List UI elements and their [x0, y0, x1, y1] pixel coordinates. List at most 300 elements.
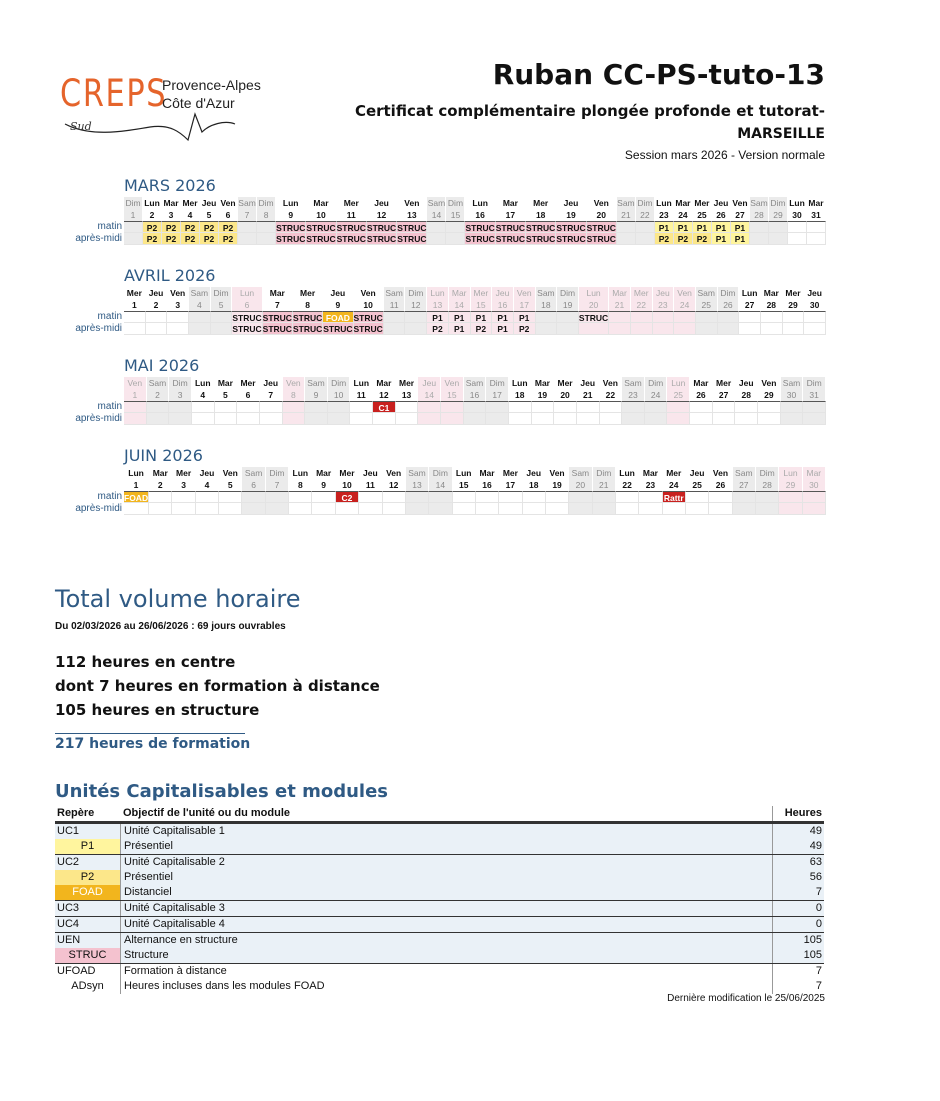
- morning-slot: [476, 491, 499, 503]
- day-number: 19: [532, 389, 555, 401]
- uc-repere: UC4: [57, 918, 80, 930]
- day-number: 3: [162, 209, 181, 221]
- day-number: 9: [305, 389, 328, 401]
- day-name: Sam: [147, 377, 170, 389]
- day-number: 1: [124, 479, 149, 491]
- afternoon-slot: [609, 323, 631, 335]
- uc-heures: 7: [772, 885, 824, 900]
- afternoon-slot: [238, 233, 257, 245]
- day-name: Dim: [328, 377, 351, 389]
- day-number: 30: [804, 299, 826, 311]
- day-number: 16: [492, 299, 514, 311]
- afternoon-slot: STRUC: [292, 324, 323, 334]
- afternoon-slot: [616, 503, 639, 515]
- row-label-matin: matin: [97, 491, 122, 502]
- afternoon-slot: [146, 323, 168, 335]
- morning-slot: STRUC: [526, 223, 556, 233]
- day-name: Lun: [779, 467, 802, 479]
- morning-slot: [557, 311, 579, 323]
- day-number: 27: [713, 389, 736, 401]
- morning-slot: [593, 491, 616, 503]
- day-name: Lun: [232, 287, 262, 299]
- day-number: 30: [803, 479, 826, 491]
- day-name: Mer: [526, 197, 556, 209]
- uc-objectif: Distanciel: [120, 885, 772, 900]
- uc-heures: 7: [772, 964, 824, 979]
- afternoon-slot: [147, 413, 170, 425]
- morning-slot: [807, 221, 826, 233]
- day-name: Ven: [397, 197, 427, 209]
- afternoon-slot: [532, 413, 555, 425]
- morning-slot: [266, 491, 289, 503]
- morning-slot: P1: [693, 221, 712, 233]
- morning-slot: [636, 221, 655, 233]
- day-number: 17: [496, 209, 526, 221]
- day-name: Jeu: [804, 287, 826, 299]
- afternoon-slot: [761, 323, 783, 335]
- uc-repere: UC2: [57, 856, 80, 868]
- month-grid: [124, 287, 826, 335]
- afternoon-slot: [149, 503, 172, 515]
- afternoon-slot: STRUC: [526, 234, 556, 244]
- creps-logo: [60, 72, 270, 142]
- day-number: 9: [276, 209, 306, 221]
- afternoon-slot: [427, 233, 446, 245]
- day-number: 28: [761, 299, 783, 311]
- day-name: Sam: [750, 198, 768, 208]
- day-name: Jeu: [556, 197, 586, 209]
- day-number: 25: [696, 299, 718, 311]
- day-name: Jeu: [686, 467, 709, 479]
- day-name: Sam: [242, 467, 265, 479]
- uc-table-row: [55, 979, 824, 994]
- uc-table-row: [55, 823, 824, 839]
- uc-table-header: [55, 806, 824, 823]
- day-number: 28: [735, 389, 758, 401]
- morning-slot: P2: [219, 221, 238, 233]
- afternoon-slot: [769, 233, 788, 245]
- day-name: Jeu: [367, 197, 397, 209]
- day-name: Ven: [758, 377, 781, 389]
- morning-slot: [631, 311, 653, 323]
- morning-slot: [167, 311, 189, 323]
- morning-slot: [718, 311, 740, 323]
- afternoon-slot: [523, 503, 546, 515]
- uc-heures: 105: [772, 948, 824, 963]
- uc-header-objectif: Objectif de l'unité ou du module: [123, 807, 291, 819]
- morning-slot: STRUC: [465, 223, 495, 233]
- uc-objectif: Unité Capitalisable 1: [120, 824, 772, 839]
- morning-slot: [733, 491, 756, 503]
- morning-slot: [383, 491, 406, 503]
- morning-slot: [554, 401, 577, 413]
- afternoon-slot: [804, 323, 826, 335]
- day-name: Sam: [617, 198, 635, 208]
- day-name: Dim: [756, 467, 779, 479]
- day-name: Lun: [655, 197, 674, 209]
- day-name: Mar: [674, 197, 693, 209]
- day-name: Mer: [237, 377, 260, 389]
- uc-repere: UC3: [57, 902, 80, 914]
- uc-heures: 7: [772, 979, 824, 994]
- day-name: Ven: [219, 197, 238, 209]
- day-name: Ven: [354, 287, 384, 299]
- morning-slot: [667, 401, 690, 413]
- afternoon-slot: P2: [514, 323, 536, 335]
- morning-slot: [735, 401, 758, 413]
- day-name: Ven: [383, 467, 406, 479]
- morning-slot: [359, 491, 382, 503]
- morning-slot: [674, 311, 696, 323]
- afternoon-slot: [803, 413, 826, 425]
- day-name: Sam: [427, 198, 446, 208]
- afternoon-slot: [219, 503, 242, 515]
- morning-slot: [172, 491, 195, 503]
- day-number: 17: [486, 389, 509, 401]
- day-number: 22: [600, 389, 623, 401]
- afternoon-slot: [215, 413, 238, 425]
- day-name: Jeu: [523, 467, 546, 479]
- morning-slot: [384, 311, 406, 323]
- day-name: Ven: [709, 467, 732, 479]
- uc-heures: 56: [772, 870, 824, 885]
- day-number: 14: [429, 479, 452, 491]
- day-name: Jeu: [359, 467, 382, 479]
- morning-slot: STRUC: [556, 223, 586, 233]
- day-number: 21: [593, 479, 616, 491]
- day-name: Mar: [215, 377, 238, 389]
- day-number: 26: [690, 389, 713, 401]
- morning-slot: P1: [674, 221, 693, 233]
- day-name: Dim: [636, 197, 655, 209]
- afternoon-slot: [756, 503, 779, 515]
- uc-repere: [55, 839, 120, 854]
- day-number: 18: [536, 299, 558, 311]
- afternoon-slot: [446, 233, 465, 245]
- day-number: 1: [124, 209, 143, 221]
- afternoon-slot: [373, 413, 396, 425]
- morning-slot: P1: [449, 311, 471, 323]
- afternoon-slot: [283, 413, 306, 425]
- day-name: Jeu: [200, 197, 219, 209]
- day-number: 8: [293, 299, 323, 311]
- uc-repere: UFOAD: [57, 965, 96, 977]
- day-name: Lun: [616, 467, 639, 479]
- morning-slot: [758, 401, 781, 413]
- day-name: Dim: [803, 377, 826, 389]
- afternoon-slot: [593, 503, 616, 515]
- day-name: Dim: [593, 467, 616, 479]
- afternoon-slot: [636, 233, 655, 245]
- morning-slot: P1: [471, 311, 493, 323]
- afternoon-slot: STRUC: [397, 234, 427, 244]
- afternoon-slot: [328, 413, 351, 425]
- afternoon-slot: [577, 413, 600, 425]
- uc-objectif: Unité Capitalisable 3: [120, 901, 772, 916]
- afternoon-slot: P1: [731, 233, 750, 245]
- morning-slot: STRUC: [495, 223, 526, 233]
- uc-objectif: Formation à distance: [120, 964, 772, 979]
- day-name: Dim: [718, 287, 740, 299]
- morning-slot: [237, 401, 260, 413]
- uc-table-row: [55, 932, 824, 948]
- morning-slot: [803, 401, 826, 413]
- afternoon-slot: [167, 323, 189, 335]
- day-name: Mar: [496, 197, 526, 209]
- day-number: 5: [200, 209, 219, 221]
- morning-slot: [486, 401, 509, 413]
- morning-slot: [750, 221, 769, 233]
- day-name: Lun: [427, 287, 449, 299]
- uc-table: [55, 806, 824, 994]
- day-name: Mer: [396, 377, 419, 389]
- day-number: 25: [693, 209, 712, 221]
- day-name: Ven: [124, 377, 147, 389]
- month-grid: [124, 197, 826, 245]
- afternoon-slot: [406, 503, 429, 515]
- day-number: 20: [554, 389, 577, 401]
- afternoon-slot: [674, 323, 696, 335]
- day-name: Ven: [546, 467, 569, 479]
- afternoon-slot: [464, 413, 487, 425]
- day-number: 22: [631, 299, 653, 311]
- afternoon-slot: [803, 503, 826, 515]
- row-label-matin: matin: [97, 221, 122, 232]
- day-number: 8: [283, 389, 306, 401]
- day-number: 11: [359, 479, 382, 491]
- uc-table-row: [55, 963, 824, 979]
- day-number: 20: [587, 209, 617, 221]
- day-name: Lun: [192, 377, 215, 389]
- morning-slot: [192, 401, 215, 413]
- day-number: 5: [215, 389, 238, 401]
- uc-objectif: Unité Capitalisable 2: [120, 855, 772, 870]
- afternoon-slot: STRUC: [495, 234, 526, 244]
- afternoon-slot: [617, 233, 636, 245]
- day-number: 4: [189, 299, 211, 311]
- day-name: Ven: [283, 377, 306, 389]
- afternoon-slot: [396, 413, 419, 425]
- day-name: Mar: [639, 467, 662, 479]
- day-number: 21: [577, 389, 600, 401]
- day-number: 7: [266, 479, 289, 491]
- uc-repere: [55, 885, 120, 900]
- morning-slot: [788, 221, 807, 233]
- uc-heures: 105: [772, 933, 824, 948]
- day-number: 23: [622, 389, 645, 401]
- afternoon-slot: [196, 503, 219, 515]
- afternoon-slot: [289, 503, 312, 515]
- day-number: 3: [167, 299, 189, 311]
- day-number: 26: [718, 299, 740, 311]
- afternoon-slot: STRUC: [323, 324, 353, 334]
- day-name: Mer: [124, 287, 146, 299]
- day-name: Sam: [305, 377, 328, 389]
- day-name: Mer: [336, 467, 359, 479]
- day-number: 7: [263, 299, 293, 311]
- day-name: Mar: [449, 287, 471, 299]
- day-number: 12: [373, 389, 396, 401]
- morning-slot: [783, 311, 805, 323]
- morning-slot: [441, 401, 464, 413]
- page-subtitle: Certificat complémentaire plongée profonde et tutorat-: [354, 102, 825, 120]
- logo-brand: CREPS: [60, 72, 168, 115]
- morning-slot: [350, 401, 373, 413]
- day-name: Sam: [238, 198, 256, 208]
- afternoon-slot: [305, 413, 328, 425]
- day-name: Sam: [733, 467, 756, 479]
- uc-repere: UEN: [57, 934, 81, 946]
- morning-slot: [396, 401, 419, 413]
- day-name: Mar: [312, 467, 335, 479]
- day-number: 23: [639, 479, 662, 491]
- morning-slot: [196, 491, 219, 503]
- day-name: Lun: [465, 197, 495, 209]
- day-number: 4: [196, 479, 219, 491]
- morning-slot: [257, 221, 276, 233]
- day-name: Lun: [739, 287, 761, 299]
- day-name: Jeu: [418, 377, 441, 389]
- month-title: JUIN 2026: [124, 446, 203, 465]
- afternoon-slot: [557, 323, 579, 335]
- day-name: Ven: [219, 467, 242, 479]
- day-number: 25: [667, 389, 690, 401]
- day-number: 3: [169, 389, 192, 401]
- afternoon-slot: [169, 413, 192, 425]
- day-name: Mer: [693, 197, 712, 209]
- afternoon-slot: STRUC: [465, 234, 495, 244]
- morning-slot: [124, 311, 146, 323]
- morning-slot: [577, 401, 600, 413]
- module-tag: P1: [55, 839, 120, 854]
- afternoon-slot: [211, 323, 233, 335]
- day-number: 2: [143, 209, 162, 221]
- day-name: Dim: [645, 377, 668, 389]
- day-number: 20: [579, 299, 609, 311]
- day-name: Lun: [667, 377, 690, 389]
- day-number: 15: [453, 479, 476, 491]
- afternoon-slot: [536, 323, 558, 335]
- afternoon-slot: [709, 503, 732, 515]
- afternoon-slot: P2: [143, 233, 162, 245]
- last-modified: Dernière modification le 25/06/2025: [667, 993, 825, 1004]
- morning-slot: STRUC: [353, 313, 383, 323]
- morning-slot: [146, 311, 168, 323]
- afternoon-slot: [242, 503, 265, 515]
- uc-objectif: Présentiel: [120, 870, 772, 885]
- afternoon-slot: [237, 413, 260, 425]
- day-name: Mar: [162, 197, 181, 209]
- day-name: Mer: [471, 287, 493, 299]
- afternoon-slot: P2: [427, 323, 449, 335]
- day-number: 28: [756, 479, 779, 491]
- day-name: Lun: [579, 287, 609, 299]
- day-name: Jeu: [653, 287, 675, 299]
- day-number: 1: [124, 389, 147, 401]
- day-name: Dim: [557, 287, 579, 299]
- day-number: 8: [289, 479, 312, 491]
- morning-slot: [499, 491, 522, 503]
- day-name: Sam: [696, 287, 718, 299]
- totals-distance: dont 7 heures en formation à distance: [55, 677, 380, 695]
- morning-slot: P1: [655, 221, 674, 233]
- day-number: 21: [609, 299, 631, 311]
- day-number: 23: [653, 299, 675, 311]
- morning-slot: [600, 401, 623, 413]
- afternoon-slot: STRUC: [353, 324, 383, 334]
- day-number: 29: [758, 389, 781, 401]
- afternoon-slot: [788, 233, 807, 245]
- uc-table-row: [55, 839, 824, 854]
- day-number: 16: [465, 209, 495, 221]
- module-tag: STRUC: [55, 948, 120, 963]
- day-name: Ven: [441, 377, 464, 389]
- uc-table-row: [55, 916, 824, 932]
- morning-slot: [219, 491, 242, 503]
- day-number: 5: [219, 479, 242, 491]
- morning-slot: [289, 491, 312, 503]
- uc-objectif: Heures incluses dans les modules FOAD: [120, 979, 772, 994]
- module-tag: P2: [55, 870, 120, 885]
- day-number: 10: [306, 209, 336, 221]
- day-name: Jeu: [323, 287, 353, 299]
- morning-slot: STRUC: [578, 313, 609, 323]
- day-number: 16: [476, 479, 499, 491]
- morning-slot: STRUC: [366, 223, 397, 233]
- page-city: MARSEILLE: [737, 126, 825, 142]
- morning-slot: P1: [492, 311, 514, 323]
- morning-slot: [406, 491, 429, 503]
- morning-slot: [756, 491, 779, 503]
- day-name: Ven: [731, 197, 750, 209]
- day-name: Lun: [143, 197, 162, 209]
- day-number: 10: [354, 299, 384, 311]
- afternoon-slot: [192, 413, 215, 425]
- uc-header-repere: Repère: [57, 807, 95, 819]
- day-number: 31: [803, 389, 826, 401]
- morning-slot: [639, 491, 662, 503]
- day-name: Lun: [124, 467, 149, 479]
- uc-objectif: Alternance en structure: [120, 933, 772, 948]
- day-name: Dim: [446, 197, 465, 209]
- afternoon-slot: [779, 503, 802, 515]
- day-number: 7: [260, 389, 283, 401]
- day-name: Ven: [514, 287, 536, 299]
- morning-slot: [509, 401, 532, 413]
- afternoon-slot: [807, 233, 826, 245]
- afternoon-slot: STRUC: [306, 234, 336, 244]
- totals-period: Du 02/03/2026 au 26/06/2026 : 69 jours ouvrables: [55, 621, 286, 632]
- afternoon-slot: STRUC: [556, 234, 586, 244]
- morning-slot: [769, 221, 788, 233]
- afternoon-slot: P2: [162, 233, 181, 245]
- morning-slot: [622, 401, 645, 413]
- afternoon-slot: [383, 503, 406, 515]
- afternoon-slot: P2: [655, 233, 674, 245]
- morning-slot: [312, 491, 335, 503]
- morning-slot: [211, 311, 233, 323]
- day-number: 20: [569, 479, 592, 491]
- day-number: 4: [181, 209, 200, 221]
- day-number: 4: [192, 389, 215, 401]
- afternoon-slot: P2: [674, 233, 693, 245]
- morning-slot: [569, 491, 592, 503]
- day-name: Mer: [663, 467, 686, 479]
- morning-slot: [453, 491, 476, 503]
- day-name: Jeu: [577, 377, 600, 389]
- afternoon-slot: [418, 413, 441, 425]
- day-number: 2: [149, 479, 172, 491]
